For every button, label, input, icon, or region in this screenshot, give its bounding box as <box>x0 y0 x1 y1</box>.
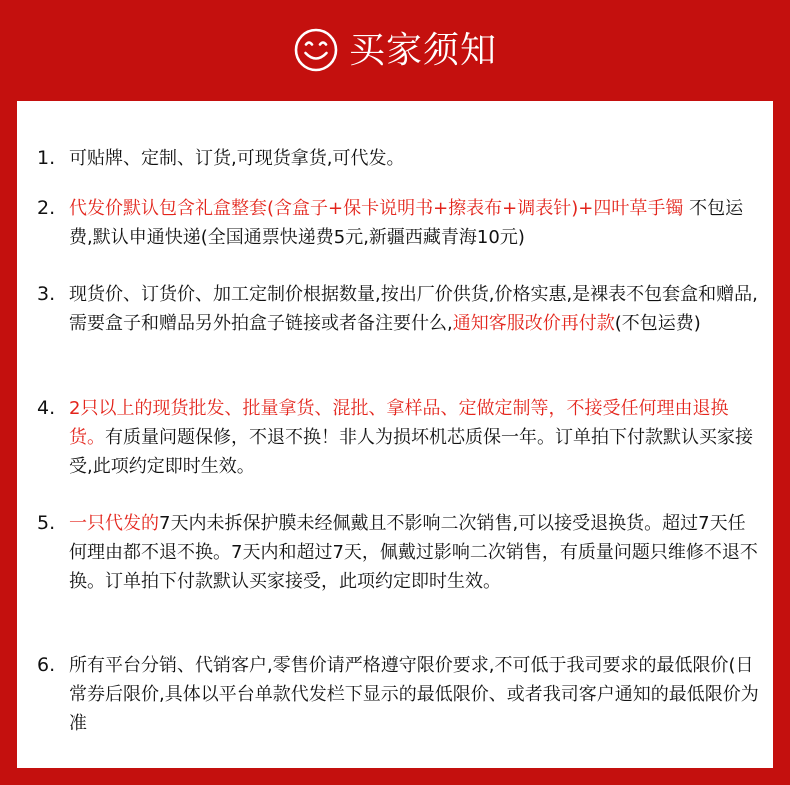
item-text-highlight: 代发价默认包含礼盒整套(含盒子+保卡说明书+擦表布+调表针)+四叶草手镯 <box>69 198 684 219</box>
item-text-segment: 所有平台分销、代销客户,零售价请严格遵守限价要求,不可低于我司要求的最低限价(日常券后限价,具体以平台单款代发栏下显示的最低限价、或者我司客户通知的最低限价为准 <box>69 655 759 734</box>
smiley-face-icon <box>293 27 339 73</box>
item-text <box>69 394 759 481</box>
page-title: 买家须知 <box>348 30 497 71</box>
item-number: 5. <box>37 512 56 534</box>
notice-panel <box>17 101 773 768</box>
item-number: 4. <box>37 397 56 419</box>
item-text <box>69 651 759 738</box>
item-text <box>69 194 759 252</box>
item-number: 3. <box>37 283 56 305</box>
item-text <box>69 144 759 173</box>
item-number: 2. <box>37 197 56 219</box>
item-text-highlight: 2只以上的现货批发、批量拿货、混批、拿样品、定做定制等，不接受任何理由退换货。 <box>69 398 729 448</box>
item-text <box>69 509 759 596</box>
item-text-segment: 7天内未拆保护膜未经佩戴且不影响二次销售,可以接受退换货。超过7天任何理由都不退不换。7天内和超过7天，佩戴过影响二次销售，有质量问题只维修不退不换。订单拍下付款默认买家接受，此项约定即时生效。 <box>69 513 758 592</box>
item-text-segment: 不包运费,默认申通快递(全国通票快递费5元,新疆西藏青海10元) <box>69 198 744 248</box>
item-text-highlight: 通知客服改价再付款 <box>452 313 615 334</box>
header <box>0 0 790 100</box>
item-text <box>69 280 759 338</box>
item-text-highlight: 一只代发的 <box>69 513 159 534</box>
item-text-segment: 可贴牌、定制、订货,可现货拿货,可代发。 <box>69 148 405 169</box>
item-text-segment: 有质量问题保修，不退不换！非人为损坏机芯质保一年。订单拍下付款默认买家接受,此项约定即时生效。 <box>69 427 753 477</box>
item-number: 6. <box>37 654 56 676</box>
item-number: 1. <box>37 147 56 169</box>
item-text-segment: 现货价、订货价、加工定制价根据数量,按出厂价供货,价格实惠,是裸表不包套盒和赠品,需要盒子和赠品另外拍盒子链接或者备注要什么, <box>69 284 758 334</box>
item-text-segment: (不包运费) <box>614 313 701 334</box>
